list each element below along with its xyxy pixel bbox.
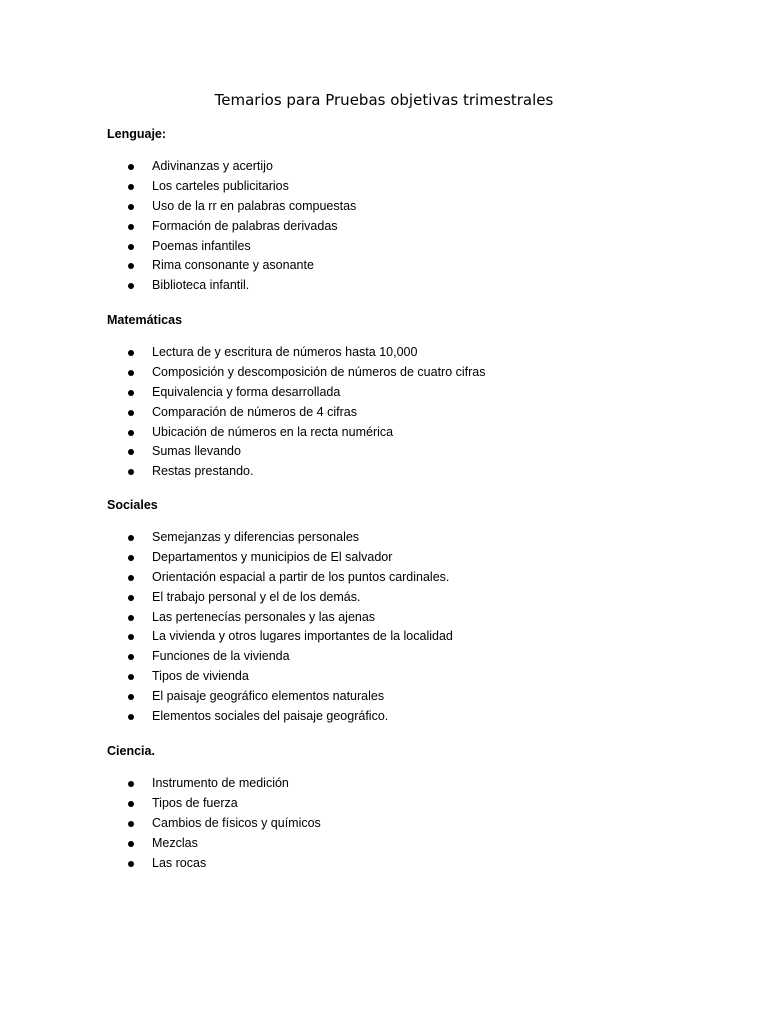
bullet-icon xyxy=(128,350,134,356)
bullet-icon xyxy=(128,714,134,720)
list-item xyxy=(107,814,707,834)
list-item-text: Composición y descomposición de números de cuatro cifras xyxy=(152,364,486,379)
list-item-text: Semejanzas y diferencias personales xyxy=(152,530,360,544)
bullet-icon xyxy=(128,654,134,660)
list-item xyxy=(107,197,707,217)
section-matematicas xyxy=(107,311,707,482)
section-heading: Ciencia. xyxy=(107,744,155,758)
list-item xyxy=(107,568,707,588)
list-item-text: Rima consonante y asonante xyxy=(152,258,314,273)
list-item-text: Uso de la rr en palabras compuestas xyxy=(152,198,357,213)
list-item-text: Mezclas xyxy=(152,835,198,850)
bullet-icon xyxy=(128,781,134,787)
bullet-list xyxy=(107,343,707,482)
list-item-text: Formación de palabras derivadas xyxy=(152,218,338,233)
section-heading: Lenguaje: xyxy=(107,127,167,141)
bullet-icon xyxy=(128,841,134,847)
bullet-icon xyxy=(128,430,134,436)
list-item xyxy=(107,687,707,707)
bullet-icon xyxy=(128,224,134,230)
list-item xyxy=(107,834,707,854)
bullet-icon xyxy=(128,469,134,475)
bullet-icon xyxy=(128,283,134,289)
list-item xyxy=(107,237,707,257)
list-item-text: Departamentos y municipios de El salvador xyxy=(152,549,393,564)
bullet-list xyxy=(107,774,707,873)
bullet-icon xyxy=(128,370,134,376)
bullet-icon xyxy=(128,555,134,561)
list-item-text: Restas prestando. xyxy=(152,464,254,479)
list-item xyxy=(107,423,707,443)
list-item-text: El trabajo personal y el de los demás. xyxy=(152,589,361,604)
list-item xyxy=(107,276,707,296)
list-item-text: Las pertenecías personales y las ajenas xyxy=(152,609,376,624)
section-ciencia xyxy=(107,742,707,873)
list-item xyxy=(107,794,707,814)
list-item-text: La vivienda y otros lugares importantes de la localidad xyxy=(152,629,453,644)
list-item xyxy=(107,548,707,568)
bullet-icon xyxy=(128,244,134,250)
bullet-icon xyxy=(128,449,134,455)
bullet-list xyxy=(107,528,707,727)
list-item-text: Cambios de físicos y químicos xyxy=(152,815,321,830)
bullet-icon xyxy=(128,410,134,416)
list-item xyxy=(107,774,707,794)
list-item xyxy=(107,608,707,628)
bullet-icon xyxy=(128,615,134,621)
list-item-text: Elementos sociales del paisaje geográfico. xyxy=(152,709,389,724)
bullet-icon xyxy=(128,575,134,581)
list-item-text: Las rocas xyxy=(152,855,207,870)
section-heading: Matemáticas xyxy=(107,313,183,327)
list-item-text: Orientación espacial a partir de los puntos cardinales. xyxy=(152,569,450,584)
list-item-text: Instrumento de medición xyxy=(152,776,289,790)
bullet-icon xyxy=(128,694,134,700)
list-item xyxy=(107,383,707,403)
list-item-text: Los carteles publicitarios xyxy=(152,178,289,193)
list-item xyxy=(107,707,707,727)
list-item xyxy=(107,462,707,482)
bullet-icon xyxy=(128,164,134,170)
list-item-text: Lectura de y escritura de números hasta 10,000 xyxy=(152,345,418,359)
bullet-icon xyxy=(128,184,134,190)
list-item xyxy=(107,363,707,383)
bullet-icon xyxy=(128,861,134,867)
section-lenguaje xyxy=(107,125,707,296)
bullet-icon xyxy=(128,390,134,396)
list-item-text: Biblioteca infantil. xyxy=(152,278,250,293)
list-item-text: Tipos de vivienda xyxy=(152,669,249,684)
list-item-text: Sumas llevando xyxy=(152,444,241,459)
list-item xyxy=(107,217,707,237)
bullet-icon xyxy=(128,634,134,640)
bullet-icon xyxy=(128,263,134,269)
list-item xyxy=(107,627,707,647)
bullet-icon xyxy=(128,674,134,680)
list-item-text: Poemas infantiles xyxy=(152,238,251,253)
list-item-text: Comparación de números de 4 cifras xyxy=(152,404,357,419)
list-item xyxy=(107,647,707,667)
list-item xyxy=(107,403,707,423)
list-item-text: Ubicación de números en la recta numérica xyxy=(152,424,394,439)
list-item xyxy=(107,177,707,197)
document-title: Temarios para Pruebas objetivas trimestrales xyxy=(214,91,554,109)
list-item xyxy=(107,157,707,177)
bullet-icon xyxy=(128,821,134,827)
list-item xyxy=(107,854,707,874)
list-item-text: Equivalencia y forma desarrollada xyxy=(152,384,341,399)
section-sociales xyxy=(107,496,707,727)
section-heading: Sociales xyxy=(107,498,158,512)
list-item-text: El paisaje geográfico elementos naturales xyxy=(152,689,385,704)
list-item xyxy=(107,442,707,462)
list-item xyxy=(107,343,707,363)
bullet-icon xyxy=(128,204,134,210)
bullet-icon xyxy=(128,535,134,541)
list-item-text: Tipos de fuerza xyxy=(152,795,238,810)
list-item xyxy=(107,588,707,608)
list-item xyxy=(107,256,707,276)
list-item xyxy=(107,667,707,687)
list-item xyxy=(107,528,707,548)
bullet-icon xyxy=(128,801,134,807)
bullet-icon xyxy=(128,595,134,601)
bullet-list xyxy=(107,157,707,296)
list-item-text: Adivinanzas y acertijo xyxy=(152,159,273,173)
list-item-text: Funciones de la vivienda xyxy=(152,649,290,664)
